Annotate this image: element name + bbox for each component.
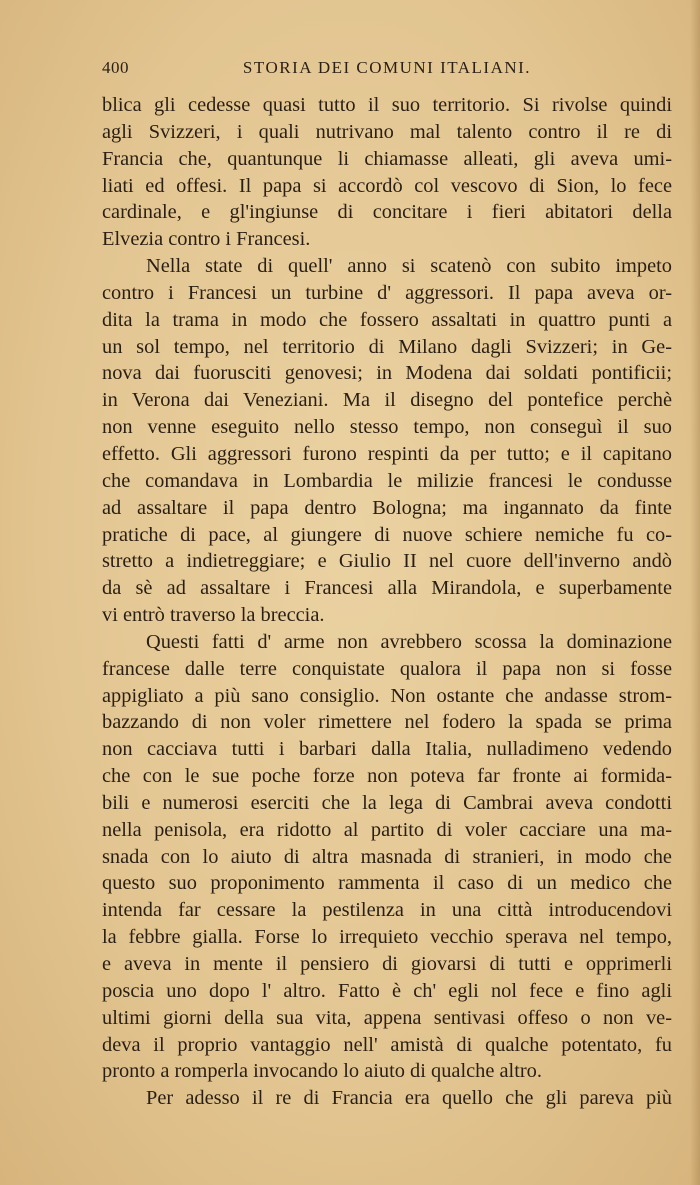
text-line: non venne eseguito nello stesso tempo, non conseguì il suo — [102, 416, 672, 439]
text-line: dita la trama in modo che fossero assaltati in quattro punti a — [102, 308, 672, 331]
text-line: che comandava in Lombardia le milizie francesi le condusse — [102, 469, 672, 492]
text-line: stretto a indietreggiare; e Giulio II nel cuore dell'inverno andò — [102, 550, 672, 573]
page-edge-shadow — [690, 0, 700, 1185]
text-line: la febbre gialla. Forse lo irrequieto vecchio sperava nel tempo, — [102, 926, 672, 949]
text-line: francese dalle terre conquistate qualora il papa non si fosse — [102, 657, 672, 680]
text-line: deva il proprio vantaggio nell' amistà di qualche potentato, fu — [102, 1033, 672, 1056]
text-line: da sè ad assaltare i Francesi alla Mirandola, e superbamente — [102, 577, 672, 600]
text-line: nova dai fuorusciti genovesi; in Modena dai soldati pontificii; — [102, 362, 672, 385]
text-line: in Verona dai Veneziani. Ma il disegno del pontefice perchè — [102, 389, 672, 412]
running-head — [102, 58, 672, 86]
text-line: che con le sue poche forze non poteva far fronte ai formida- — [102, 765, 672, 788]
body-text — [102, 92, 672, 1112]
text-line: Nella state di quell' anno si scatenò con subito impeto — [146, 255, 672, 278]
paragraph — [102, 1085, 672, 1112]
text-line: Questi fatti d' arme non avrebbero scossa la dominazione — [146, 630, 672, 653]
text-line: effetto. Gli aggressori furono respinti da per tutto; e il capitano — [102, 442, 672, 465]
text-line: ad assaltare il papa dentro Bologna; ma ingannato da finte — [102, 496, 672, 519]
text-line: bazzando di non voler rimettere nel fodero la spada se prima — [102, 711, 672, 734]
text-line: cardinale, e gl'ingiunse di concitare i fieri abitatori della — [102, 201, 672, 224]
text-line: nella penisola, era ridotto al partito di voler cacciare una ma- — [102, 818, 672, 841]
text-line: non cacciava tutti i barbari dalla Italia, nulladimeno vedendo — [102, 738, 672, 761]
paragraph — [102, 629, 672, 1085]
text-line: appigliato a più sano consiglio. Non ostante che andasse strom- — [102, 684, 672, 707]
text-line: vi entrò traverso la breccia. — [102, 604, 325, 627]
text-line: Elvezia contro i Francesi. — [102, 228, 311, 251]
running-title: STORIA DEI COMUNI ITALIANI. — [242, 58, 532, 77]
text-line: pronto a romperla invocando lo aiuto di qualche altro. — [102, 1060, 542, 1083]
text-line: liati ed offesi. Il papa si accordò col vescovo di Sion, lo fece — [102, 174, 672, 197]
text-line: poscia uno dopo l' altro. Fatto è ch' egli nol fece e fino agli — [102, 979, 672, 1002]
text-line: snada con lo aiuto di altra masnada di stranieri, in modo che — [102, 845, 672, 868]
text-line: ultimi giorni della sua vita, appena sentivasi offeso o non ve- — [102, 1006, 672, 1029]
text-line: Francia che, quantunque li chiamasse alleati, gli aveva umi- — [102, 147, 672, 170]
text-line: agli Svizzeri, i quali nutrivano mal talento contro il re di — [102, 120, 672, 143]
text-line: intenda far cessare la pestilenza in una città introducendovi — [102, 899, 672, 922]
text-line: pratiche di pace, al giungere di nuove schiere nemiche fu co- — [102, 523, 672, 546]
text-line: e aveva in mente il pensiero di giovarsi di tutti e opprimerli — [102, 953, 672, 975]
text-line: blica gli cedesse quasi tutto il suo territorio. Si rivolse quindi — [102, 94, 672, 116]
paragraph — [102, 253, 672, 629]
text-line: bili e numerosi eserciti che la lega di Cambrai aveva condotti — [102, 791, 672, 814]
text-line: questo suo proponimento rammenta il caso di un medico che — [102, 872, 672, 895]
page-number: 400 — [102, 58, 129, 77]
paragraph — [102, 92, 672, 253]
text-line: contro i Francesi un turbine d' aggressori. Il papa aveva or- — [102, 281, 672, 304]
text-line: un sol tempo, nel territorio di Milano dagli Svizzeri; in Ge- — [102, 335, 672, 358]
text-line: Per adesso il re di Francia era quello che gli pareva più — [146, 1087, 672, 1110]
